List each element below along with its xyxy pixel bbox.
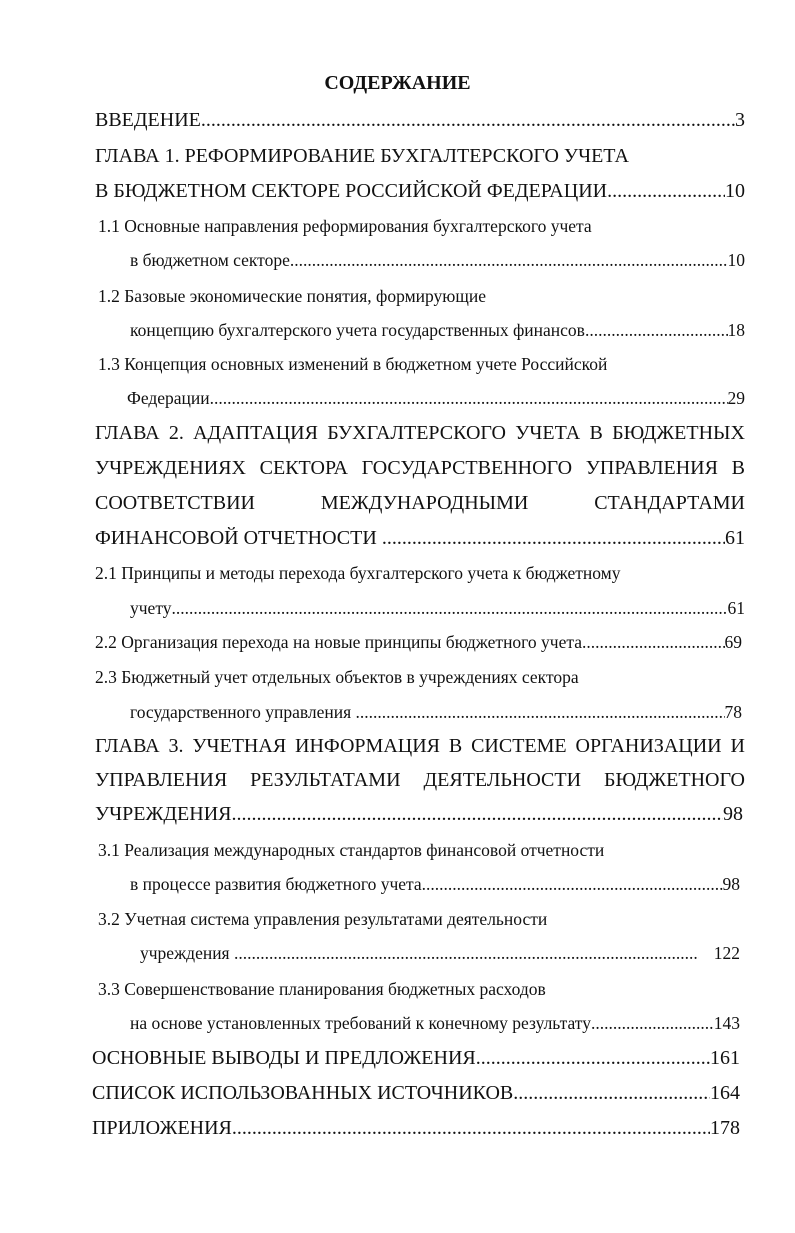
leader-dots: [232, 1116, 710, 1140]
leader-dots: [232, 802, 723, 826]
heading-word: УПРАВЛЕНИЯ: [95, 769, 228, 791]
heading-word: 3.: [168, 735, 184, 757]
entry-text: 3.3 Совершенствование планирования бюджетных расходов: [98, 979, 546, 999]
heading-word: УЧЕТНАЯ: [192, 735, 287, 757]
heading-word: В: [448, 735, 463, 757]
entry-text: 2.3 Бюджетный учет отдельных объектов в учреждениях сектора: [95, 667, 579, 687]
toc-chapter-2-line1[interactable]: [95, 421, 745, 445]
toc-chapter-2-line4[interactable]: [95, 526, 745, 550]
leader-dots: [172, 596, 728, 620]
heading-word: ГОСУДАРСТВЕННОГО: [361, 457, 573, 479]
page-number: 143: [713, 1013, 740, 1033]
leader-dots: [201, 108, 735, 132]
page-number: 122: [713, 943, 740, 963]
heading-word: СТАНДАРТАМИ: [594, 492, 745, 514]
toc-title: СОДЕРЖАНИЕ: [324, 72, 471, 94]
entry-text: Федерации: [127, 388, 210, 408]
page-number: 78: [724, 702, 742, 722]
toc-section-2-1-line1[interactable]: [95, 561, 745, 585]
heading-word: БЮДЖЕТНЫХ: [612, 422, 745, 444]
toc-section-1-1-line1[interactable]: [98, 214, 748, 238]
entry-text: 1.3 Концепция основных изменений в бюджетном учете Российской: [98, 354, 608, 374]
entry-text: СПИСОК ИСПОЛЬЗОВАННЫХ ИСТОЧНИКОВ: [92, 1082, 514, 1104]
toc-section-3-3-line1[interactable]: [98, 977, 745, 1001]
toc-section-1-3-line1[interactable]: [98, 352, 748, 376]
heading-word: УЧЕТА: [515, 422, 581, 444]
toc-section-1-3-line2[interactable]: [127, 386, 745, 410]
toc-section-3-3-line2[interactable]: [130, 1011, 740, 1035]
toc-chapter-1-line2[interactable]: [95, 179, 745, 203]
heading-word: МЕЖДУНАРОДНЫМИ: [320, 492, 529, 514]
toc-section-2-1-line2[interactable]: [130, 596, 745, 620]
entry-text: государственного управления: [130, 702, 352, 722]
entry-text: ВВЕДЕНИЕ: [95, 109, 201, 131]
page-number: 178: [710, 1117, 740, 1139]
entry-text: 3.2 Учетная система управления результатами деятельности: [98, 909, 548, 929]
entry-text: в бюджетном секторе: [130, 250, 290, 270]
leader-dots: [607, 179, 725, 203]
toc-section-2-3-line2[interactable]: [130, 700, 742, 724]
heading-word: ИНФОРМАЦИЯ: [295, 735, 440, 757]
toc-section-3-1-line1[interactable]: [98, 838, 745, 862]
entry-text: 1.1 Основные направления реформирования бухгалтерского учета: [98, 216, 592, 236]
heading-word: СООТВЕТСТВИИ: [95, 492, 255, 514]
leader-dots: [234, 941, 699, 965]
toc-section-1-1-line2[interactable]: [130, 248, 745, 272]
toc-chapter-2-line3[interactable]: [95, 491, 745, 515]
page-number: 29: [727, 388, 745, 408]
toc-entry-appendices[interactable]: [92, 1116, 740, 1140]
toc-chapter-3-line2[interactable]: [95, 768, 745, 792]
page-number: 3: [735, 109, 745, 131]
entry-text: 3.1 Реализация международных стандартов финансовой отчетности: [98, 840, 605, 860]
leader-dots: [382, 526, 725, 550]
entry-text: В БЮДЖЕТНОМ СЕКТОРЕ РОССИЙСКОЙ ФЕДЕРАЦИИ: [95, 180, 608, 202]
entry-text: ОСНОВНЫЕ ВЫВОДЫ И ПРЕДЛОЖЕНИЯ: [92, 1047, 476, 1069]
toc-chapter-3-line1[interactable]: [95, 734, 745, 758]
heading-word: В: [589, 422, 603, 444]
toc-section-3-1-line2[interactable]: [130, 872, 740, 896]
heading-word: ГЛАВА: [95, 735, 160, 757]
heading-word: РЕЗУЛЬТАТАМИ: [250, 769, 401, 791]
heading-word: ОРГАНИЗАЦИИ: [575, 735, 722, 757]
toc-entry-conclusions[interactable]: [92, 1046, 740, 1070]
toc-section-2-3-line1[interactable]: [95, 665, 745, 689]
entry-text: учреждения: [140, 943, 230, 963]
heading-word: ГЛАВА: [95, 422, 160, 444]
page-number: 161: [710, 1047, 740, 1069]
entry-text: УЧРЕЖДЕНИЯ: [95, 803, 232, 825]
entry-text: на основе установленных требований к конечному результату: [130, 1013, 591, 1033]
heading-word: БУХГАЛТЕРСКОГО: [327, 422, 506, 444]
entry-text: ФИНАНСОВОЙ ОТЧЕТНОСТИ: [95, 527, 377, 549]
page-number: 98: [722, 874, 740, 894]
toc-section-3-2-line2[interactable]: [140, 941, 740, 965]
heading-word: АДАПТАЦИЯ: [193, 422, 318, 444]
leader-dots: [290, 248, 728, 272]
heading-word: УПРАВЛЕНИЯ: [585, 457, 718, 479]
leader-dots: [476, 1046, 710, 1070]
leader-dots: [422, 872, 723, 896]
heading-word: ДЕЯТЕЛЬНОСТИ: [423, 769, 582, 791]
page-number: 69: [724, 632, 742, 652]
leader-dots: [356, 700, 725, 724]
heading-word: УЧРЕЖДЕНИЯХ: [95, 457, 246, 479]
toc-section-1-2-line1[interactable]: [98, 284, 748, 308]
toc-section-2-2[interactable]: [95, 630, 742, 654]
entry-text: 2.1 Принципы и методы перехода бухгалтерского учета к бюджетному: [95, 563, 621, 583]
page-number: 10: [727, 250, 745, 270]
page-number: 164: [710, 1082, 740, 1104]
heading-word: СИСТЕМЕ: [471, 735, 567, 757]
entry-text: 1.2 Базовые экономические понятия, формирующие: [98, 286, 486, 306]
heading-word: СЕКТОРА: [259, 457, 348, 479]
page-number: 61: [727, 598, 745, 618]
entry-text: в процессе развития бюджетного учета: [130, 874, 422, 894]
toc-chapter-1-line1[interactable]: [95, 144, 745, 168]
entry-text: ПРИЛОЖЕНИЯ: [92, 1117, 232, 1139]
page-number: 98: [723, 803, 743, 825]
toc-chapter-2-line2[interactable]: [95, 456, 745, 480]
toc-section-3-2-line1[interactable]: [98, 907, 745, 931]
heading-word: И: [730, 735, 745, 757]
toc-entry-references[interactable]: [92, 1081, 740, 1105]
entry-text: концепцию бухгалтерского учета государственных финансов: [130, 320, 585, 340]
leader-dots: [513, 1081, 710, 1105]
entry-text: учету: [130, 598, 172, 618]
entry-text: ГЛАВА 1. РЕФОРМИРОВАНИЕ БУХГАЛТЕРСКОГО УЧЕТА: [95, 145, 629, 167]
leader-dots: [585, 318, 728, 342]
page-number: 10: [725, 180, 745, 202]
toc-entry-introduction[interactable]: [95, 108, 745, 132]
toc-chapter-3-line3[interactable]: [95, 802, 743, 826]
heading-word: БЮДЖЕТНОГО: [604, 769, 745, 791]
entry-text: 2.2 Организация перехода на новые принципы бюджетного учета: [95, 632, 583, 652]
leader-dots: [591, 1011, 714, 1035]
toc-section-1-2-line2[interactable]: [130, 318, 745, 342]
heading-word: 2.: [168, 422, 184, 444]
leader-dots: [582, 630, 724, 654]
heading-word: В: [731, 457, 745, 479]
page-number: 18: [727, 320, 745, 340]
page-number: 61: [725, 527, 745, 549]
leader-dots: [210, 386, 728, 410]
